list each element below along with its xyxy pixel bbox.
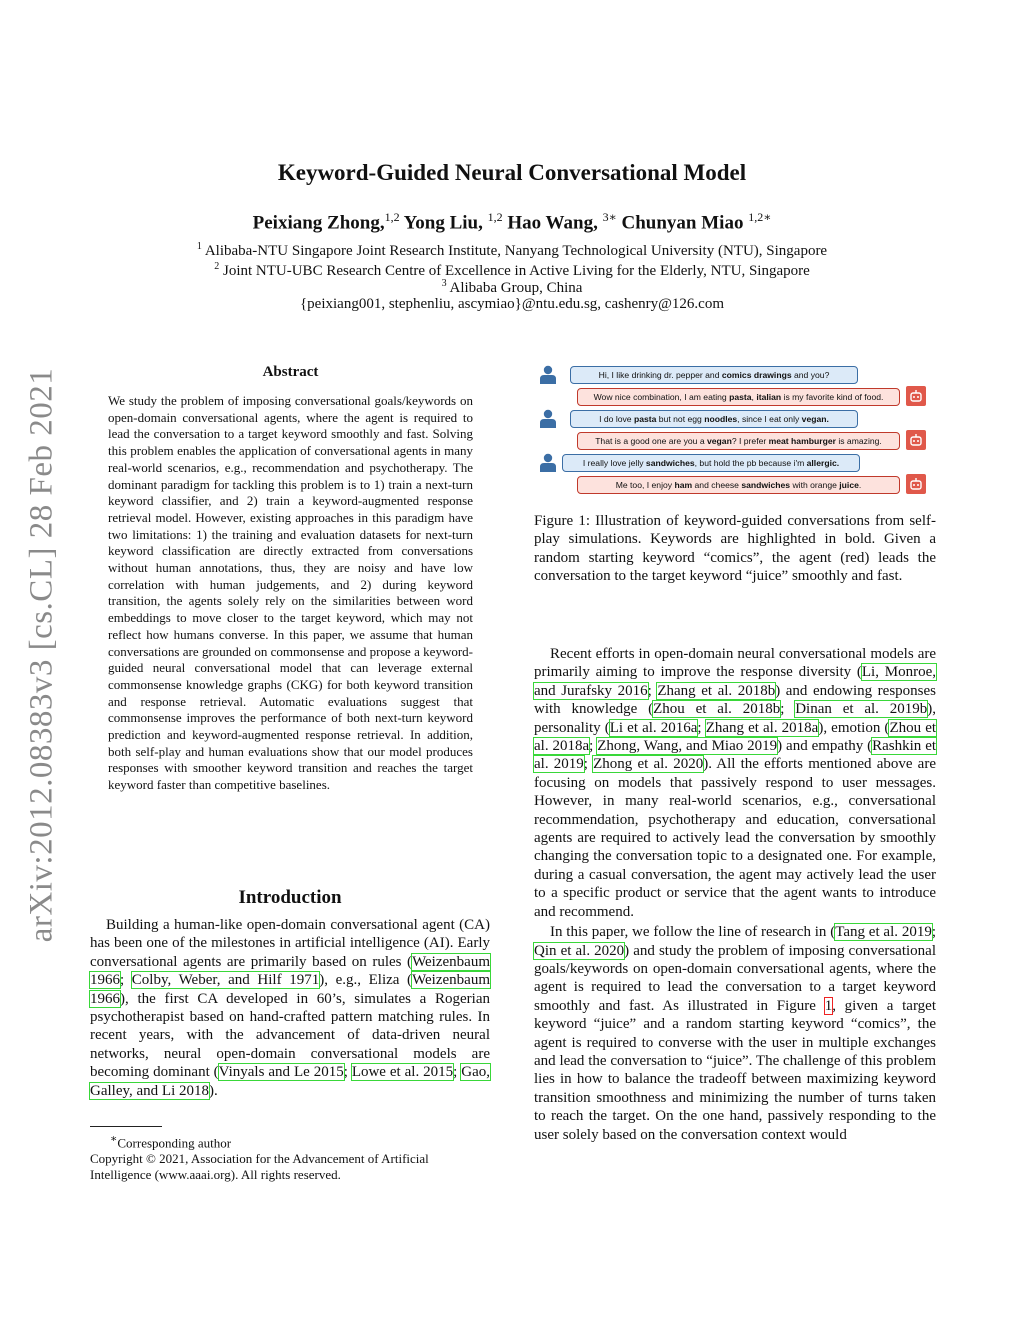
- message-text: ,: [751, 392, 757, 402]
- message-text: but not egg: [656, 414, 705, 424]
- keyword-bold: noodles: [704, 414, 738, 424]
- text-run: ), e.g., Eliza (: [319, 972, 413, 989]
- text-run: ), personality (: [534, 701, 936, 736]
- abstract-body: We study the problem of imposing conversational goals/keywords on open-domain conversational agents, where the agent is required to lead the conversation to a target keyword smoothly and fast. Solving this problem enables the application of conversational agents in many real-world scenarios, e.g., recommendation and psychotherapy. The dominant paradigm for tackling this problem is to 1) train a next-turn keyword classifier, and 2) train a keyword-augmented response retrieval model. However, existing approaches in this paradigm have two limitations: 1) the training and evaluation datasets for next-turn keyword classification are directly extracted from conversations without human annotations, thus, they are noisy and have low correlation with human judgements, and 2) during keyword transition, the agents solely rely on the similarities between word embeddings to move closer to the target keyword, which may not reflect how humans converse. In this paper, we assume that human conversations are grounded on commonsense and propose a keyword-guided neural conversational model that can leverage external commonsense knowledge graphs (CKG) for both keyword transition and response retrieval. Automatic evaluations suggest that commonsense improves the performance of both next-turn keyword prediction and keyword-augmented response retrieval. In addition, both self-play and human evaluations show that our model produces responses with smoother keyword transition and reaches the target keyword faster than competitive baselines.: [108, 393, 473, 793]
- text-run: , given a target keyword “juice” and a random starting keyword “comics”, the agent is required to converse with the user in multiple exchanges and lead the conversation to “juice”. The challenge of this problem lies in how to balance the tradeoff between maximizing keyword transition smoothness and minimizing the number of turns taken to reach the target. On the one hand, passively responding to the user solely based on the conversation context would: [534, 997, 936, 1143]
- message-text: Hi, I like drinking dr. pepper and: [598, 370, 722, 380]
- text-run: ), the first CA developed in 60’s, simulates a Rogerian psychotherapist based on hand-crafted pattern matching rules. In recent years, with the advancement of data-driven neural networks, neural open-domain conversational models are becoming dominant (: [90, 990, 490, 1081]
- citation-link[interactable]: Weizenbaum 1966: [90, 953, 490, 989]
- agent-message: [577, 476, 900, 494]
- right-column-body: [534, 645, 936, 1144]
- citation-link[interactable]: Vinyals and Le 2015: [218, 1064, 344, 1081]
- citation-link[interactable]: Li et al. 2016a: [609, 719, 698, 736]
- keyword-bold: pasta: [633, 414, 657, 424]
- user-icon: [538, 452, 558, 472]
- user-message: [570, 366, 858, 384]
- citation-link[interactable]: Zhou et al. 2018b: [653, 701, 781, 718]
- citation-link[interactable]: Rashkin et al. 2019: [534, 738, 937, 773]
- keyword-bold: italian: [756, 392, 782, 402]
- author-affil: 1,2: [384, 210, 400, 224]
- robot-icon: [906, 474, 926, 494]
- message-text: , since I eat only: [737, 414, 802, 424]
- message-text: ? I prefer: [731, 436, 769, 446]
- introduction-body: Building a human-like open-domain conversational agent (CA) has been one of the milestones in artificial intelligence (AI). Early conversational agents are primarily based on rules (Weizenbaum 1966; Colby, Weber, and Hilf 1971), e.g., Eliza (Weizenbaum 1966), the first CA developed in 60’s, simulates a Rogerian psychotherapist based on hand-crafted pattern matching rules. In recent years, with the advancement of data-driven neural networks, neural open-domain conversational models are becoming dominant (Vinyals and Le 2015; Lowe et al. 2015; Gao, Galley, and Li 2018).: [90, 917, 491, 1099]
- author-emails: {peixiang001, stephenliu, ascymiao}@ntu.edu.sg, cashenry@126.com: [299, 296, 725, 312]
- author-name: Peixiang Zhong,: [252, 212, 385, 234]
- chat-turn-agent: [534, 475, 936, 493]
- message-text: That is a good one are you a: [595, 436, 707, 446]
- affil-text: Alibaba-NTU Singapore Joint Research Institute, Nanyang Technological University (NTU), Singapore: [204, 243, 828, 259]
- message-text: and cheese: [692, 480, 742, 490]
- affil-text: Joint NTU-UBC Research Centre of Excellence in Active Living for the Elderly, NTU, Singapore: [222, 263, 810, 279]
- user-icon: [538, 408, 558, 428]
- figure-1: [534, 365, 936, 497]
- user-message: [570, 410, 858, 428]
- message-text: Wow nice combination, I am eating: [593, 392, 730, 402]
- citation-link[interactable]: Weizenbaum 1966: [90, 972, 490, 1007]
- footnote-corresponding: Corresponding author: [117, 1135, 232, 1151]
- figure-ref-link[interactable]: 1: [824, 997, 833, 1014]
- author-affil: 1,2∗: [748, 210, 772, 224]
- text-run: ) and empathy (: [777, 738, 873, 755]
- author-name: Yong Liu,: [403, 212, 483, 234]
- keyword-bold: vegan.: [801, 414, 829, 424]
- introduction-heading: Introduction: [238, 887, 342, 908]
- arxiv-id[interactable]: arXiv:2012.08383v3 [cs.CL] 28 Feb 2021: [23, 367, 60, 943]
- abstract-heading: Abstract: [262, 364, 319, 380]
- chat-turn-user: [534, 453, 936, 471]
- message-text: is my favorite kind of food.: [781, 392, 884, 402]
- citation-link[interactable]: Tang et al. 2019: [835, 924, 932, 941]
- message-text: I do love: [599, 414, 634, 424]
- agent-message: [577, 432, 900, 450]
- user-icon: [538, 364, 558, 384]
- text-run: ) and endowing responses with knowledge (: [534, 682, 937, 718]
- keyword-bold: ham: [674, 480, 693, 490]
- text-run: ). All the efforts mentioned above are focusing on models that passively respond to user messages. However, in many real-world scenarios, e.g., conversational recommendation, psychotherapy and education, conversational agents are required to actively lead the conversation by smoothly changing the conversation topic to a designated one. For example, during a casual conversation, the agent may actively lead the user to a specific product or service that the agent wants to introduce and recommend.: [534, 756, 936, 920]
- chat-turn-agent: [534, 431, 936, 449]
- paragraph: Recent efforts in open-domain neural conversational models are primarily aiming to improve the response diversity (Li, Monroe, and Jurafsky 2016; Zhang et al. 2018b) and endowing responses with knowledge (Zhou et al. 2018b; Dinan et al. 2019b), personality (Li et al. 2016a; Zhang et al. 2018a), emotion (Zhou et al. 2018a; Zhong, Wang, and Miao 2019) and empathy (Rashkin et al. 2019; Zhong et al. 2020). All the efforts mentioned above are focusing on models that passively respond to user messages. However, in many real-world scenarios, e.g., conversational recommendation, psychotherapy and education, conversational agents are required to actively lead the conversation by smoothly changing the conversation topic to a designated one. For example, during a casual conversation, the agent may actively lead the user to a specific product or service that the agent wants to introduce and recommend.: [534, 646, 937, 920]
- text-run: ).: [209, 1082, 218, 1099]
- author-name: Chunyan Miao: [621, 212, 744, 234]
- footnote: ∗Corresponding author Copyright © 2021, Association for the Advancement of Artificial Intelligence (www.aaai.org). All rights reserved.: [90, 1131, 490, 1183]
- chat-turn-user: [534, 409, 936, 427]
- text-run: ), emotion (: [818, 719, 890, 736]
- affil-text: Alibaba Group, China: [449, 280, 583, 296]
- author-affil: 3∗: [602, 210, 617, 224]
- citation-link[interactable]: Gao, Galley, and Li 2018: [90, 1064, 491, 1099]
- keyword-bold: comics drawings: [721, 370, 792, 380]
- figure-caption: Figure 1: Illustration of keyword-guided conversations from self-play simulations. Keywords are highlighted in bold. Given a random starting keyword “comics”, the agent (red) leads the conversation to the target keyword “juice” smoothly and fast.: [534, 513, 936, 585]
- paragraph: In this paper, we follow the line of research in (Tang et al. 2019; Qin et al. 2020) and study the problem of imposing conversational goals/keywords on open-domain conversational agents, where the agent is required to lead the conversation to a target keyword smoothly and fast. As illustrated in Figure 1, given a target keyword “juice” and a random starting keyword “comics”, the agent is required to converse with the user in multiple exchanges and lead the conversation to “juice”. The challenge of this problem lies in how to balance the tradeoff between maximizing keyword transition smoothness and minimizing the number of turns taken to reach the target. On the one hand, passively responding to the user solely based on the conversation context would: [534, 924, 936, 1143]
- message-text: with orange: [790, 480, 840, 490]
- keyword-bold: vegan: [706, 436, 732, 446]
- citation-link[interactable]: Lowe et al. 2015: [351, 1064, 454, 1081]
- keyword-bold: sandwiches: [741, 480, 791, 490]
- message-text: and you?: [791, 370, 830, 380]
- citation-link[interactable]: Zhang et al. 2018b: [657, 682, 776, 699]
- affil-mark: 1: [196, 241, 202, 252]
- message-text: I really love jelly: [582, 458, 646, 468]
- citation-link[interactable]: Zhou et al. 2018a: [534, 719, 937, 755]
- chat-turn-user: [534, 365, 936, 383]
- citation-link[interactable]: Zhong, Wang, and Miao 2019: [597, 738, 778, 755]
- affil-mark: 2: [214, 261, 220, 272]
- robot-icon: [906, 430, 926, 450]
- citation-link[interactable]: Qin et al. 2020: [534, 942, 625, 959]
- author-affil: 1,2: [487, 210, 503, 224]
- keyword-bold: juice: [839, 480, 859, 490]
- footnote-copyright: Copyright © 2021, Association for the Advancement of Artificial Intelligence (www.aaai.org). All rights reserved.: [90, 1151, 429, 1183]
- citation-link[interactable]: Dinan et al. 2019b: [795, 701, 928, 718]
- robot-icon: [906, 386, 926, 406]
- footnote-rule: [90, 1126, 162, 1127]
- affil-mark: 3: [441, 278, 447, 289]
- paper-title: Keyword-Guided Neural Conversational Model: [277, 160, 747, 185]
- keyword-bold: sandwiches: [645, 458, 695, 468]
- author-list: [0, 210, 1024, 234]
- citation-link[interactable]: Zhong et al. 2020: [593, 756, 704, 773]
- agent-message: [577, 388, 900, 406]
- author-name: Hao Wang,: [507, 212, 598, 234]
- user-message: [562, 454, 860, 472]
- keyword-bold: meat hamburger: [768, 436, 836, 446]
- text-run: ) and study the problem of imposing conversational goals/keywords on open-domain conversational agents, where the agent is required to lead the conversation to a target keyword smoothly and fast. As illustrated in Figure: [534, 942, 936, 1014]
- keyword-bold: pasta: [729, 392, 752, 402]
- text-run: Recent efforts in open-domain neural conversational models are primarily aiming to improve the response diversity (: [534, 646, 936, 681]
- keyword-bold: allergic.: [806, 458, 840, 468]
- text-run: In this paper, we follow the line of research in (: [550, 924, 836, 941]
- citation-link[interactable]: Li, Monroe, and Jurafsky 2016: [534, 664, 936, 699]
- text-run: Building a human-like open-domain conversational agent (CA) has been one of the milestones in artificial intelligence (AI). Early conversational agents are primarily based on rules (: [90, 917, 490, 970]
- citation-link[interactable]: Colby, Weber, and Hilf 1971: [131, 972, 320, 989]
- citation-link[interactable]: Zhang et al. 2018a: [705, 719, 819, 736]
- message-text: , but hold the pb because i'm: [694, 458, 807, 468]
- message-text: Me too, I enjoy: [615, 480, 675, 490]
- message-text: .: [858, 480, 862, 490]
- chat-turn-agent: [534, 387, 936, 405]
- message-text: is amazing.: [835, 436, 882, 446]
